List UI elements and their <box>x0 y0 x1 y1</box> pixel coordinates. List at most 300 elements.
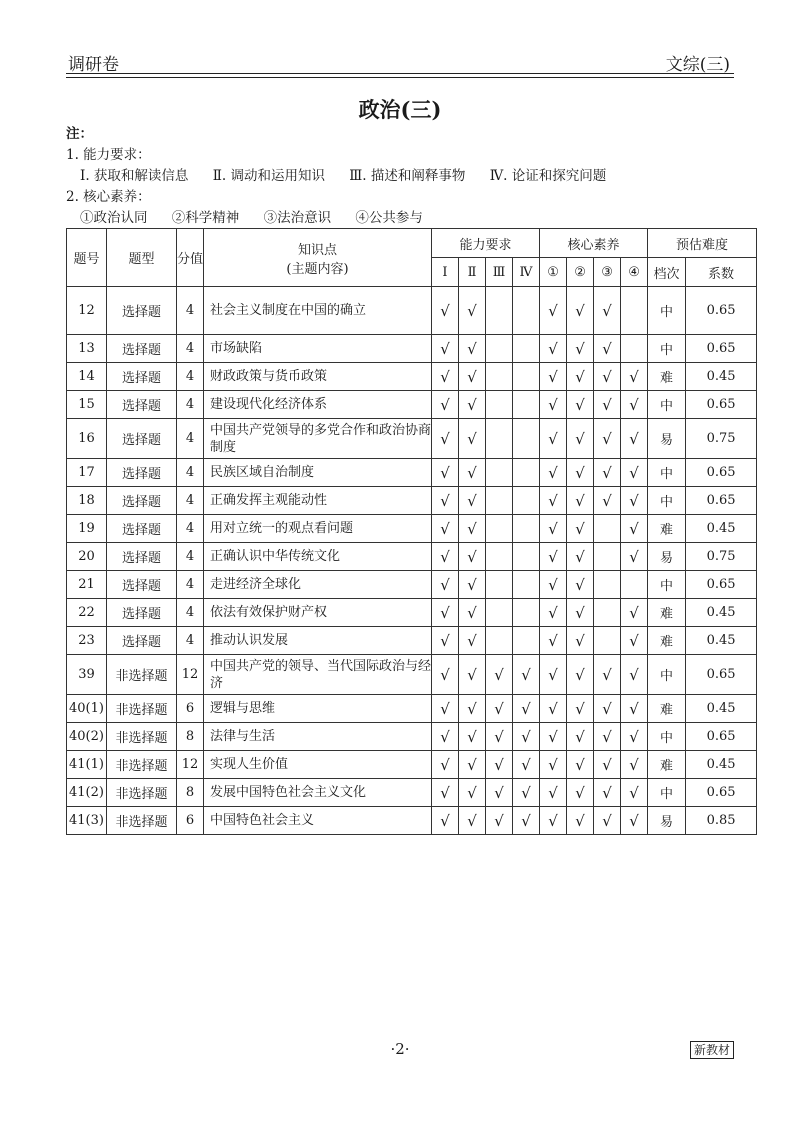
question-no-cell: 39 <box>67 655 107 695</box>
ability-check-cell: √ <box>513 807 540 835</box>
header-ability: 能力要求 <box>432 229 540 258</box>
score-cell: 4 <box>177 287 204 335</box>
ability-check-cell: √ <box>459 459 486 487</box>
score-cell: 4 <box>177 487 204 515</box>
ability-check-cell <box>513 571 540 599</box>
difficulty-coef-cell: 0.45 <box>686 363 757 391</box>
core-check-cell: √ <box>540 459 567 487</box>
ability-check-cell: √ <box>432 723 459 751</box>
core-check-cell: √ <box>594 751 621 779</box>
core-check-cell: √ <box>540 751 567 779</box>
core-check-cell: √ <box>540 419 567 459</box>
core-check-cell: √ <box>567 599 594 627</box>
core-check-cell: √ <box>540 571 567 599</box>
question-type-cell: 非选择题 <box>107 807 177 835</box>
core-check-cell: √ <box>540 287 567 335</box>
ability-check-cell <box>486 599 513 627</box>
core-check-cell: √ <box>567 363 594 391</box>
question-type-cell: 选择题 <box>107 287 177 335</box>
ability-check-cell <box>513 287 540 335</box>
core-check-cell: √ <box>594 655 621 695</box>
table-row <box>67 655 757 695</box>
core-check-cell: √ <box>594 391 621 419</box>
header-kp-main: 知识点 <box>297 242 337 258</box>
difficulty-level-cell: 中 <box>648 723 686 751</box>
core-check-cell: √ <box>594 459 621 487</box>
question-no-cell: 18 <box>67 487 107 515</box>
question-type-cell: 选择题 <box>107 459 177 487</box>
table-row <box>67 751 757 779</box>
difficulty-coef-cell: 0.65 <box>686 335 757 363</box>
difficulty-coef-cell: 0.45 <box>686 751 757 779</box>
question-type-cell: 选择题 <box>107 543 177 571</box>
literacy-item: ④公共参与 <box>355 210 423 226</box>
question-no-cell: 16 <box>67 419 107 459</box>
table-row <box>67 723 757 751</box>
header-level-col: 档次 <box>648 258 686 287</box>
core-check-cell: √ <box>594 723 621 751</box>
core-check-cell: √ <box>540 807 567 835</box>
question-type-cell: 选择题 <box>107 419 177 459</box>
ability-check-cell: √ <box>513 779 540 807</box>
core-check-cell <box>621 571 648 599</box>
ability-check-cell: √ <box>432 599 459 627</box>
core-check-cell: √ <box>540 655 567 695</box>
core-check-cell: √ <box>540 543 567 571</box>
difficulty-coef-cell: 0.65 <box>686 723 757 751</box>
ability-check-cell <box>513 627 540 655</box>
difficulty-level-cell: 中 <box>648 487 686 515</box>
ability-check-cell: √ <box>432 287 459 335</box>
ability-check-cell: √ <box>432 751 459 779</box>
ability-check-cell <box>486 543 513 571</box>
knowledge-point-cell: 走进经济全球化 <box>204 571 432 599</box>
ability-check-cell: √ <box>432 779 459 807</box>
core-check-cell: √ <box>594 807 621 835</box>
core-check-cell: √ <box>621 543 648 571</box>
page-number: ·2· <box>390 1040 410 1058</box>
question-no-cell: 15 <box>67 391 107 419</box>
ability-item: Ⅳ. 论证和探究问题 <box>489 168 607 184</box>
core-check-cell: √ <box>567 571 594 599</box>
core-check-cell: √ <box>567 751 594 779</box>
difficulty-level-cell: 易 <box>648 419 686 459</box>
score-cell: 4 <box>177 363 204 391</box>
question-no-cell: 41(1) <box>67 751 107 779</box>
header-core-literacy: 核心素养 <box>540 229 648 258</box>
table-row <box>67 807 757 835</box>
knowledge-point-cell: 中国共产党领导的多党合作和政治协商制度 <box>204 419 432 459</box>
header-kp-sub: (主题内容) <box>286 261 349 277</box>
ability-check-cell <box>486 391 513 419</box>
ability-check-cell: √ <box>432 627 459 655</box>
table-row <box>67 335 757 363</box>
ability-check-cell: √ <box>459 627 486 655</box>
ability-check-cell <box>486 363 513 391</box>
question-no-cell: 40(1) <box>67 695 107 723</box>
core-check-cell <box>594 599 621 627</box>
score-cell: 4 <box>177 515 204 543</box>
score-cell: 6 <box>177 695 204 723</box>
header-right-label: 文综(三) <box>665 55 730 75</box>
header-ability-col: Ⅰ <box>432 258 459 287</box>
question-type-cell: 非选择题 <box>107 723 177 751</box>
question-no-cell: 23 <box>67 627 107 655</box>
ability-check-cell: √ <box>459 391 486 419</box>
core-check-cell: √ <box>567 459 594 487</box>
table-row <box>67 543 757 571</box>
difficulty-level-cell: 中 <box>648 655 686 695</box>
core-check-cell: √ <box>621 363 648 391</box>
ability-check-cell: √ <box>459 363 486 391</box>
question-type-cell: 非选择题 <box>107 695 177 723</box>
ability-check-cell: √ <box>432 807 459 835</box>
score-cell: 4 <box>177 627 204 655</box>
ability-check-cell: √ <box>513 751 540 779</box>
knowledge-point-cell: 依法有效保护财产权 <box>204 599 432 627</box>
question-type-cell: 选择题 <box>107 627 177 655</box>
ability-check-cell: √ <box>432 695 459 723</box>
core-check-cell: √ <box>540 363 567 391</box>
question-no-cell: 41(2) <box>67 779 107 807</box>
ability-check-cell: √ <box>432 363 459 391</box>
question-type-cell: 选择题 <box>107 515 177 543</box>
question-no-cell: 14 <box>67 363 107 391</box>
core-check-cell: √ <box>621 655 648 695</box>
ability-check-cell <box>486 335 513 363</box>
score-cell: 6 <box>177 807 204 835</box>
ability-check-cell: √ <box>432 335 459 363</box>
ability-check-cell: √ <box>459 419 486 459</box>
question-no-cell: 20 <box>67 543 107 571</box>
core-check-cell: √ <box>594 419 621 459</box>
difficulty-coef-cell: 0.65 <box>686 287 757 335</box>
header-ability-col: Ⅱ <box>459 258 486 287</box>
header-ability-col: Ⅳ <box>513 258 540 287</box>
difficulty-coef-cell: 0.65 <box>686 459 757 487</box>
ability-list <box>66 166 736 187</box>
ability-item: Ⅰ. 获取和解读信息 <box>80 168 189 184</box>
table-row <box>67 391 757 419</box>
header-score: 分值 <box>177 229 204 287</box>
literacy-item: ③法治意识 <box>263 210 332 226</box>
core-check-cell: √ <box>621 779 648 807</box>
ability-check-cell: √ <box>486 655 513 695</box>
difficulty-level-cell: 中 <box>648 779 686 807</box>
knowledge-point-cell: 市场缺陷 <box>204 335 432 363</box>
core-check-cell: √ <box>567 723 594 751</box>
ability-item: Ⅱ. 调动和运用知识 <box>212 168 325 184</box>
core-check-cell: √ <box>621 419 648 459</box>
question-no-cell: 12 <box>67 287 107 335</box>
ability-check-cell: √ <box>459 695 486 723</box>
difficulty-coef-cell: 0.65 <box>686 391 757 419</box>
question-analysis-table <box>66 228 757 835</box>
ability-check-cell <box>513 419 540 459</box>
score-cell: 12 <box>177 751 204 779</box>
core-check-cell: √ <box>594 335 621 363</box>
ability-check-cell: √ <box>459 571 486 599</box>
ability-check-cell <box>513 459 540 487</box>
difficulty-level-cell: 难 <box>648 599 686 627</box>
question-type-cell: 非选择题 <box>107 779 177 807</box>
core-check-cell: √ <box>567 543 594 571</box>
core-check-cell <box>594 627 621 655</box>
core-check-cell: √ <box>567 391 594 419</box>
ability-check-cell <box>486 627 513 655</box>
difficulty-level-cell: 易 <box>648 807 686 835</box>
core-check-cell: √ <box>594 287 621 335</box>
literacy-heading: 2. 核心素养： <box>66 189 151 205</box>
core-check-cell: √ <box>594 695 621 723</box>
difficulty-coef-cell: 0.85 <box>686 807 757 835</box>
knowledge-point-cell: 社会主义制度在中国的确立 <box>204 287 432 335</box>
core-check-cell: √ <box>567 287 594 335</box>
core-check-cell: √ <box>540 335 567 363</box>
edition-badge: 新教材 <box>690 1041 734 1059</box>
ability-check-cell <box>513 487 540 515</box>
ability-check-cell: √ <box>432 459 459 487</box>
knowledge-point-cell: 实现人生价值 <box>204 751 432 779</box>
core-check-cell: √ <box>567 807 594 835</box>
ability-check-cell: √ <box>459 335 486 363</box>
score-cell: 4 <box>177 419 204 459</box>
ability-check-cell: √ <box>459 515 486 543</box>
ability-check-cell: √ <box>432 515 459 543</box>
core-check-cell <box>621 335 648 363</box>
ability-check-cell <box>486 459 513 487</box>
difficulty-level-cell: 难 <box>648 627 686 655</box>
table-row <box>67 419 757 459</box>
score-cell: 4 <box>177 335 204 363</box>
core-check-cell: √ <box>621 807 648 835</box>
question-no-cell: 13 <box>67 335 107 363</box>
table-row <box>67 515 757 543</box>
core-check-cell: √ <box>567 335 594 363</box>
score-cell: 4 <box>177 599 204 627</box>
question-no-cell: 17 <box>67 459 107 487</box>
table-row <box>67 287 757 335</box>
core-check-cell: √ <box>540 391 567 419</box>
core-check-cell: √ <box>621 487 648 515</box>
question-type-cell: 选择题 <box>107 599 177 627</box>
core-check-cell: √ <box>567 419 594 459</box>
ability-check-cell <box>486 487 513 515</box>
knowledge-point-cell: 正确认识中华传统文化 <box>204 543 432 571</box>
difficulty-level-cell: 难 <box>648 515 686 543</box>
core-check-cell: √ <box>621 751 648 779</box>
core-check-cell: √ <box>540 695 567 723</box>
core-check-cell <box>594 543 621 571</box>
question-type-cell: 选择题 <box>107 335 177 363</box>
difficulty-level-cell: 中 <box>648 571 686 599</box>
ability-check-cell: √ <box>459 287 486 335</box>
ability-check-cell: √ <box>513 655 540 695</box>
core-check-cell: √ <box>621 599 648 627</box>
core-check-cell: √ <box>621 695 648 723</box>
header-rule-thin <box>66 77 734 78</box>
difficulty-level-cell: 中 <box>648 335 686 363</box>
question-type-cell: 选择题 <box>107 487 177 515</box>
table-row <box>67 571 757 599</box>
difficulty-coef-cell: 0.75 <box>686 543 757 571</box>
ability-check-cell <box>513 363 540 391</box>
ability-check-cell: √ <box>486 807 513 835</box>
core-check-cell: √ <box>540 599 567 627</box>
ability-check-cell: √ <box>486 779 513 807</box>
difficulty-coef-cell: 0.65 <box>686 487 757 515</box>
difficulty-level-cell: 易 <box>648 543 686 571</box>
table-row <box>67 627 757 655</box>
difficulty-coef-cell: 0.45 <box>686 599 757 627</box>
question-type-cell: 选择题 <box>107 571 177 599</box>
core-check-cell: √ <box>567 655 594 695</box>
ability-check-cell: √ <box>486 751 513 779</box>
ability-check-cell <box>486 287 513 335</box>
ability-check-cell: √ <box>459 779 486 807</box>
literacy-item: ②科学精神 <box>171 210 240 226</box>
core-check-cell: √ <box>540 779 567 807</box>
table-row <box>67 599 757 627</box>
question-type-cell: 选择题 <box>107 363 177 391</box>
core-check-cell: √ <box>540 487 567 515</box>
literacy-item: ①政治认同 <box>80 210 148 226</box>
ability-check-cell: √ <box>432 419 459 459</box>
ability-heading: 1. 能力要求： <box>66 147 151 163</box>
header-rule <box>66 73 734 74</box>
core-check-cell: √ <box>567 695 594 723</box>
question-type-cell: 非选择题 <box>107 751 177 779</box>
header-core-col: ① <box>540 258 567 287</box>
knowledge-point-cell: 逻辑与思维 <box>204 695 432 723</box>
ability-check-cell: √ <box>432 487 459 515</box>
table-row <box>67 695 757 723</box>
ability-check-cell: √ <box>459 655 486 695</box>
header-left-label: 调研卷 <box>68 55 119 75</box>
ability-check-cell <box>486 419 513 459</box>
knowledge-point-cell: 发展中国特色社会主义文化 <box>204 779 432 807</box>
core-check-cell: √ <box>594 363 621 391</box>
header-question-no: 题号 <box>67 229 107 287</box>
header-knowledge-point <box>204 229 432 287</box>
difficulty-coef-cell: 0.65 <box>686 571 757 599</box>
question-type-cell: 非选择题 <box>107 655 177 695</box>
question-no-cell: 40(2) <box>67 723 107 751</box>
notes-label: 注： <box>66 126 93 142</box>
knowledge-point-cell: 用对立统一的观点看问题 <box>204 515 432 543</box>
core-check-cell: √ <box>621 515 648 543</box>
knowledge-point-cell: 中国特色社会主义 <box>204 807 432 835</box>
ability-check-cell: √ <box>486 723 513 751</box>
difficulty-coef-cell: 0.45 <box>686 627 757 655</box>
difficulty-level-cell: 中 <box>648 287 686 335</box>
ability-check-cell: √ <box>459 751 486 779</box>
core-check-cell: √ <box>621 391 648 419</box>
ability-check-cell: √ <box>459 543 486 571</box>
notes-block <box>66 124 736 229</box>
score-cell: 8 <box>177 779 204 807</box>
core-check-cell <box>594 515 621 543</box>
table-body <box>67 287 757 835</box>
score-cell: 12 <box>177 655 204 695</box>
header-coef-col: 系数 <box>686 258 757 287</box>
table-row <box>67 487 757 515</box>
header-difficulty: 预估难度 <box>648 229 757 258</box>
core-check-cell: √ <box>567 779 594 807</box>
score-cell: 4 <box>177 391 204 419</box>
ability-check-cell <box>513 391 540 419</box>
header-question-type: 题型 <box>107 229 177 287</box>
core-check-cell: √ <box>594 779 621 807</box>
ability-check-cell <box>513 599 540 627</box>
ability-check-cell <box>513 543 540 571</box>
difficulty-level-cell: 难 <box>648 751 686 779</box>
difficulty-coef-cell: 0.65 <box>686 655 757 695</box>
knowledge-point-cell: 建设现代化经济体系 <box>204 391 432 419</box>
core-check-cell: √ <box>621 723 648 751</box>
question-no-cell: 41(3) <box>67 807 107 835</box>
header-core-col: ② <box>567 258 594 287</box>
core-check-cell: √ <box>621 459 648 487</box>
question-type-cell: 选择题 <box>107 391 177 419</box>
knowledge-point-cell: 法律与生活 <box>204 723 432 751</box>
core-check-cell: √ <box>540 627 567 655</box>
header-core-col: ④ <box>621 258 648 287</box>
ability-check-cell: √ <box>432 571 459 599</box>
literacy-list <box>66 208 736 229</box>
ability-check-cell: √ <box>459 723 486 751</box>
difficulty-coef-cell: 0.65 <box>686 779 757 807</box>
ability-check-cell <box>486 571 513 599</box>
table-row <box>67 363 757 391</box>
knowledge-point-cell: 推动认识发展 <box>204 627 432 655</box>
knowledge-point-cell: 正确发挥主观能动性 <box>204 487 432 515</box>
core-check-cell: √ <box>567 487 594 515</box>
core-check-cell: √ <box>540 515 567 543</box>
question-no-cell: 21 <box>67 571 107 599</box>
difficulty-coef-cell: 0.45 <box>686 515 757 543</box>
core-check-cell: √ <box>594 487 621 515</box>
core-check-cell: √ <box>567 515 594 543</box>
ability-check-cell: √ <box>432 543 459 571</box>
core-check-cell: √ <box>540 723 567 751</box>
ability-check-cell: √ <box>432 655 459 695</box>
header-ability-col: Ⅲ <box>486 258 513 287</box>
difficulty-level-cell: 中 <box>648 459 686 487</box>
ability-check-cell: √ <box>486 695 513 723</box>
knowledge-point-cell: 财政政策与货币政策 <box>204 363 432 391</box>
score-cell: 4 <box>177 571 204 599</box>
page-title: 政治(三) <box>358 97 442 122</box>
difficulty-level-cell: 难 <box>648 363 686 391</box>
difficulty-coef-cell: 0.75 <box>686 419 757 459</box>
core-check-cell <box>621 287 648 335</box>
table-row <box>67 459 757 487</box>
core-check-cell: √ <box>621 627 648 655</box>
core-check-cell: √ <box>567 627 594 655</box>
ability-check-cell: √ <box>459 599 486 627</box>
score-cell: 4 <box>177 543 204 571</box>
header-core-col: ③ <box>594 258 621 287</box>
ability-check-cell: √ <box>513 723 540 751</box>
ability-check-cell: √ <box>459 807 486 835</box>
ability-check-cell: √ <box>459 487 486 515</box>
knowledge-point-cell: 中国共产党的领导、当代国际政治与经济 <box>204 655 432 695</box>
core-check-cell <box>594 571 621 599</box>
ability-check-cell: √ <box>513 695 540 723</box>
knowledge-point-cell: 民族区域自治制度 <box>204 459 432 487</box>
ability-check-cell: √ <box>432 391 459 419</box>
